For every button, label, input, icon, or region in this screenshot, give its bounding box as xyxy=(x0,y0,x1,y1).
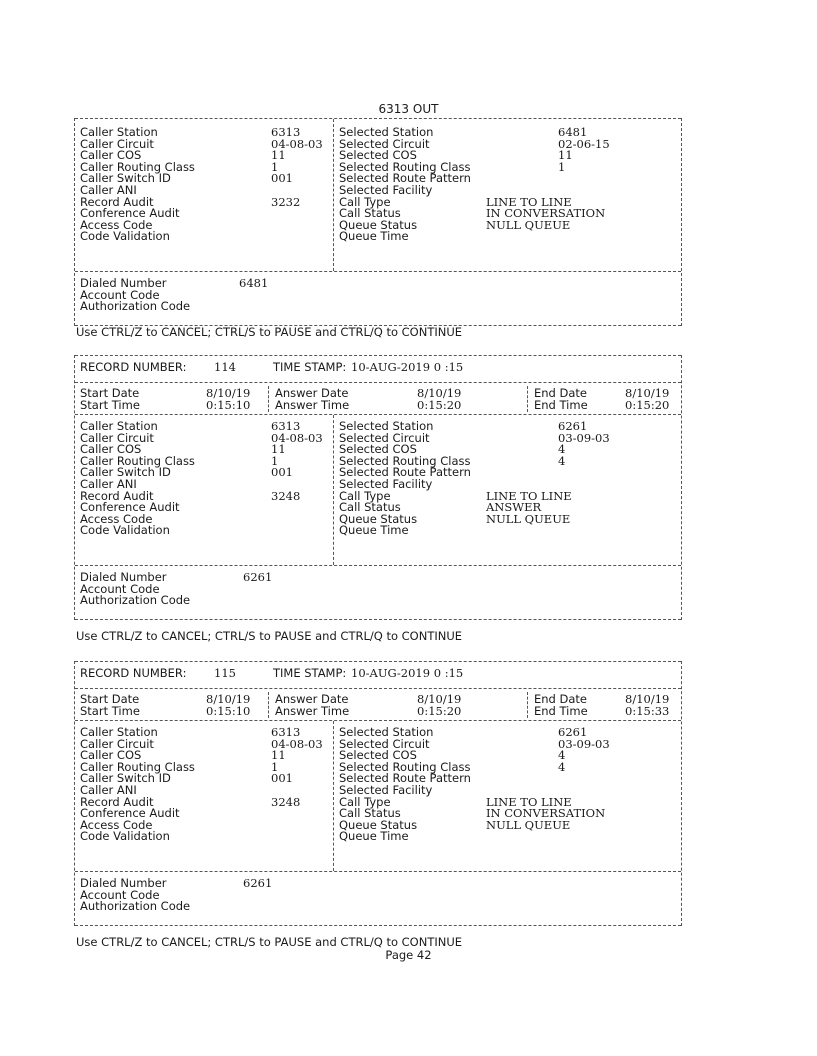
caller-field-label: Access Code xyxy=(80,511,153,526)
caller-rows xyxy=(75,127,681,243)
caller-field-label: Record Audit xyxy=(80,488,154,503)
end-time-label: End Time xyxy=(534,703,588,718)
selected-field-label: Selected Circuit xyxy=(339,136,430,151)
caller-field-value: 3248 xyxy=(271,794,301,809)
caller-field-label: Code Validation xyxy=(80,523,170,538)
caller-field-label: Caller Circuit xyxy=(80,736,154,751)
selected-field-label: Call Type xyxy=(339,794,391,809)
caller-field-value: 11 xyxy=(271,148,286,163)
answer-time-label: Answer Time xyxy=(275,703,350,718)
end-time-value: 0:15:33 xyxy=(625,703,670,718)
account-code-label: Account Code xyxy=(80,581,160,596)
selected-field-label: Call Status xyxy=(339,500,401,515)
selected-field-value: ANSWER xyxy=(486,500,542,515)
caller-field-label: Conference Audit xyxy=(80,500,180,515)
caller-field-label: Caller Station xyxy=(80,125,158,139)
record-number-value: 114 xyxy=(214,360,236,374)
end-date-label: End Date xyxy=(534,386,587,400)
selected-field-value: 1 xyxy=(558,159,566,174)
caller-field-value: 04-08-03 xyxy=(271,736,323,751)
selected-field-label: Selected Station xyxy=(339,419,434,433)
end-date-label: End Date xyxy=(534,692,587,706)
caller-field-label: Caller ANI xyxy=(80,476,137,491)
dates-block xyxy=(75,382,681,414)
caller-field-value: 04-08-03 xyxy=(271,136,323,151)
start-time-value: 0:15:10 xyxy=(206,397,251,412)
selected-field-label: Selected Facility xyxy=(339,182,433,197)
account-code-label: Account Code xyxy=(80,287,160,302)
selected-field-label: Selected Facility xyxy=(339,782,433,797)
caller-field-label: Caller Circuit xyxy=(80,136,154,151)
selected-field-value: 4 xyxy=(558,759,566,774)
caller-rows xyxy=(75,421,681,537)
continue-hint: Use CTRL/Z to CANCEL; CTRL/S to PAUSE and CTRL/Q to CONTINUE xyxy=(76,935,463,949)
record-header xyxy=(75,355,681,382)
selected-field-label: Selected Circuit xyxy=(339,430,430,445)
selected-field-value: IN CONVERSATION xyxy=(486,206,606,221)
field-row xyxy=(75,231,681,243)
caller-field-label: Caller Station xyxy=(80,419,158,433)
caller-field-label: Caller Switch ID xyxy=(80,171,171,186)
caller-field-label: Record Audit xyxy=(80,794,154,809)
dates-block xyxy=(75,688,681,720)
selected-field-value: LINE TO LINE xyxy=(486,194,572,209)
caller-block xyxy=(75,118,681,271)
selected-field-value: LINE TO LINE xyxy=(486,794,572,809)
caller-field-label: Caller ANI xyxy=(80,182,137,197)
caller-field-label: Caller COS xyxy=(80,748,142,763)
selected-field-label: Selected Station xyxy=(339,725,434,739)
caller-field-label: Access Code xyxy=(80,217,153,232)
dialed-number-label: Dialed Number xyxy=(80,570,167,584)
start-time-label: Start Time xyxy=(80,703,140,718)
selected-field-value: 6261 xyxy=(558,419,588,433)
selected-field-label: Selected COS xyxy=(339,748,417,763)
authorization-code-label: Authorization Code xyxy=(80,299,191,314)
selected-field-label: Queue Status xyxy=(339,217,418,232)
answer-time-value: 0:15:20 xyxy=(417,397,462,412)
caller-field-label: Caller Switch ID xyxy=(80,465,171,480)
caller-field-label: Caller Switch ID xyxy=(80,771,171,786)
answer-date-label: Answer Date xyxy=(275,692,349,706)
selected-field-value: 4 xyxy=(558,748,566,763)
time-stamp-label: TIME STAMP: xyxy=(273,360,347,374)
selected-field-value: NULL QUEUE xyxy=(486,511,571,526)
selected-field-value: 11 xyxy=(558,148,573,163)
dialed-number-label: Dialed Number xyxy=(80,276,167,290)
record-header xyxy=(75,661,681,688)
selected-field-value: NULL QUEUE xyxy=(486,817,571,832)
caller-field-value: 6313 xyxy=(271,725,301,739)
caller-field-label: Caller Routing Class xyxy=(80,453,195,468)
caller-field-label: Code Validation xyxy=(80,229,170,244)
caller-field-label: Caller Routing Class xyxy=(80,759,195,774)
selected-field-label: Selected Routing Class xyxy=(339,453,471,468)
caller-field-value: 6313 xyxy=(271,419,301,433)
caller-field-label: Conference Audit xyxy=(80,206,180,221)
time-stamp-value: 10-AUG-2019 0 :15 xyxy=(351,666,464,680)
caller-field-label: Caller Routing Class xyxy=(80,159,195,174)
selected-field-value: 4 xyxy=(558,442,566,457)
caller-field-label: Caller COS xyxy=(80,442,142,457)
dialed-number-value: 6261 xyxy=(243,570,273,584)
dialed-number-value: 6261 xyxy=(243,876,273,890)
call-record-0 xyxy=(74,118,682,326)
selected-field-label: Queue Time xyxy=(339,829,409,844)
answer-time-label: Answer Time xyxy=(275,397,350,412)
page-title: 6313 OUT xyxy=(378,102,439,116)
caller-field-value: 11 xyxy=(271,442,286,457)
end-date-value: 8/10/19 xyxy=(625,386,670,400)
authorization-code-label: Authorization Code xyxy=(80,899,191,914)
selected-field-value: 6261 xyxy=(558,725,588,739)
continue-hint: Use CTRL/Z to CANCEL; CTRL/S to PAUSE and CTRL/Q to CONTINUE xyxy=(76,629,463,643)
caller-field-label: Caller COS xyxy=(80,148,142,163)
selected-field-label: Queue Time xyxy=(339,523,409,538)
caller-field-label: Caller Station xyxy=(80,725,158,739)
caller-field-value: 3232 xyxy=(271,194,301,209)
selected-field-label: Selected COS xyxy=(339,442,417,457)
selected-field-label: Selected Station xyxy=(339,125,434,139)
continue-hint: Use CTRL/Z to CANCEL; CTRL/S to PAUSE and CTRL/Q to CONTINUE xyxy=(76,325,463,339)
selected-field-label: Queue Status xyxy=(339,511,418,526)
caller-block xyxy=(75,720,681,871)
caller-field-value: 11 xyxy=(271,748,286,763)
answer-time-value: 0:15:20 xyxy=(417,703,462,718)
caller-field-value: 3248 xyxy=(271,488,301,503)
answer-date-label: Answer Date xyxy=(275,386,349,400)
selected-field-label: Selected Routing Class xyxy=(339,159,471,174)
selected-field-label: Queue Status xyxy=(339,817,418,832)
account-code-label: Account Code xyxy=(80,887,160,902)
caller-field-value: 6313 xyxy=(271,125,301,139)
selected-field-value: 4 xyxy=(558,453,566,468)
caller-field-value: 1 xyxy=(271,159,279,174)
dialed-number-label: Dialed Number xyxy=(80,876,167,890)
caller-rows xyxy=(75,727,681,843)
selected-field-value: 03-09-03 xyxy=(558,736,610,751)
record-number-label: RECORD NUMBER: xyxy=(80,666,187,680)
end-time-value: 0:15:20 xyxy=(625,397,670,412)
selected-field-label: Selected Circuit xyxy=(339,736,430,751)
call-record-2 xyxy=(74,661,682,926)
selected-field-label: Queue Time xyxy=(339,229,409,244)
start-date-value: 8/10/19 xyxy=(206,386,251,400)
selected-field-label: Selected Facility xyxy=(339,476,433,491)
record-number-label: RECORD NUMBER: xyxy=(80,360,187,374)
field-row xyxy=(75,831,681,843)
dialed-number-value: 6481 xyxy=(239,276,269,290)
selected-field-label: Selected Route Pattern xyxy=(339,771,471,786)
selected-field-value: LINE TO LINE xyxy=(486,488,572,503)
caller-field-label: Record Audit xyxy=(80,194,154,209)
selected-field-value: 03-09-03 xyxy=(558,430,610,445)
end-time-label: End Time xyxy=(534,397,588,412)
caller-field-label: Conference Audit xyxy=(80,806,180,821)
start-date-label: Start Date xyxy=(80,692,140,706)
selected-field-label: Selected COS xyxy=(339,148,417,163)
selected-field-label: Selected Route Pattern xyxy=(339,171,471,186)
selected-field-label: Call Status xyxy=(339,806,401,821)
selected-field-label: Selected Routing Class xyxy=(339,759,471,774)
call-record-1 xyxy=(74,355,682,620)
caller-field-value: 001 xyxy=(271,171,293,186)
authorization-code-label: Authorization Code xyxy=(80,593,191,608)
caller-field-value: 04-08-03 xyxy=(271,430,323,445)
dialed-block xyxy=(75,871,681,926)
start-date-value: 8/10/19 xyxy=(206,692,251,706)
caller-field-label: Access Code xyxy=(80,817,153,832)
caller-field-value: 001 xyxy=(271,465,293,480)
caller-field-label: Caller Circuit xyxy=(80,430,154,445)
start-time-value: 0:15:10 xyxy=(206,703,251,718)
field-row xyxy=(75,525,681,537)
caller-block xyxy=(75,414,681,565)
selected-field-value: 6481 xyxy=(558,125,588,139)
selected-field-label: Call Type xyxy=(339,488,391,503)
start-date-label: Start Date xyxy=(80,386,140,400)
caller-field-label: Caller ANI xyxy=(80,782,137,797)
selected-field-label: Call Status xyxy=(339,206,401,221)
answer-date-value: 8/10/19 xyxy=(417,386,462,400)
time-stamp-label: TIME STAMP: xyxy=(273,666,347,680)
selected-field-value: IN CONVERSATION xyxy=(486,806,606,821)
record-number-value: 115 xyxy=(214,666,236,680)
start-time-label: Start Time xyxy=(80,397,140,412)
selected-field-value: 02-06-15 xyxy=(558,136,610,151)
caller-field-value: 001 xyxy=(271,771,293,786)
caller-field-value: 1 xyxy=(271,453,279,468)
time-stamp-value: 10-AUG-2019 0 :15 xyxy=(351,360,464,374)
dialed-block xyxy=(75,565,681,620)
caller-field-label: Code Validation xyxy=(80,829,170,844)
caller-field-value: 1 xyxy=(271,759,279,774)
selected-field-label: Call Type xyxy=(339,194,391,209)
answer-date-value: 8/10/19 xyxy=(417,692,462,706)
selected-field-value: NULL QUEUE xyxy=(486,217,571,232)
selected-field-label: Selected Route Pattern xyxy=(339,465,471,480)
page-number: Page 42 xyxy=(385,948,432,962)
end-date-value: 8/10/19 xyxy=(625,692,670,706)
dialed-block xyxy=(75,271,681,326)
